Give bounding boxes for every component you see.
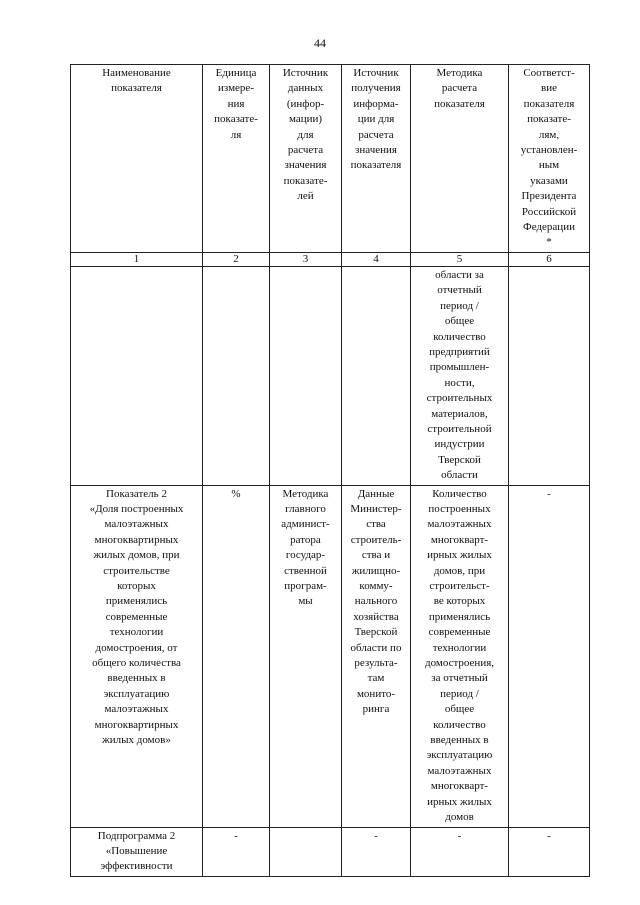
- table-row-continuation: [71, 266, 590, 485]
- header-unit: Единица измере- ния показате- ля: [203, 65, 270, 253]
- table-cell: [509, 266, 590, 485]
- table-cell: [270, 266, 342, 485]
- table-cell: Количество построенных малоэтажных многокварт- ирных жилых домов, при строительст- ве которых применялись современные технологии домостроения, за отчетный период / общее количество введенных в эксплуатацию малоэтажных многокварт- ирных жилых домов: [411, 485, 509, 827]
- table-row-indicator-2: [71, 485, 590, 827]
- header-indicator-name: Наименование показателя: [71, 65, 203, 253]
- table-cell: [270, 827, 342, 876]
- table-cell: [342, 266, 411, 485]
- column-number: 6: [509, 252, 590, 266]
- table-cell: Подпрограмма 2 «Повышение эффективности: [71, 827, 203, 876]
- page-number: 44: [314, 36, 326, 50]
- column-number: 4: [342, 252, 411, 266]
- header-presidential-decree-match: Соответст- вие показателя показате- лям, установлен- ным указами Президента Российской Федерации *: [509, 65, 590, 253]
- table-cell: области за отчетный период / общее количество предприятий промышлен- ности, строительных материалов, строительной индустрии Тверской области: [411, 266, 509, 485]
- table-cell: -: [509, 485, 590, 827]
- table-cell: Показатель 2 «Доля построенных малоэтажных многоквартирных жилых домов, при строительстве которых применялись современные технологии домостроения, от общего количества введенных в эксплуатацию малоэтажных многоквартирных жилых домов»: [71, 485, 203, 827]
- column-number: 2: [203, 252, 270, 266]
- header-calculation-method: Методика расчета показателя: [411, 65, 509, 253]
- table-cell: %: [203, 485, 270, 827]
- table-cell: Методика главного админист- ратора государ- ственной програм- мы: [270, 485, 342, 827]
- table-cell: Данные Министер- ства строитель- ства и жилищно- комму- нального хозяйства Тверской области по результа- там монито- ринга: [342, 485, 411, 827]
- column-number: 3: [270, 252, 342, 266]
- indicators-table: [70, 64, 590, 877]
- table-header-row: [71, 65, 590, 253]
- header-info-source: Источник получения информа- ции для расчета значения показателя: [342, 65, 411, 253]
- table-row-subprogram-2: [71, 827, 590, 876]
- column-numbers-row: [71, 252, 590, 266]
- table-cell: -: [203, 827, 270, 876]
- table-cell: [71, 266, 203, 485]
- table-cell: -: [411, 827, 509, 876]
- column-number: 5: [411, 252, 509, 266]
- table-cell: -: [342, 827, 411, 876]
- table-cell: [203, 266, 270, 485]
- column-number: 1: [71, 252, 203, 266]
- table-cell: -: [509, 827, 590, 876]
- header-data-source: Источник данных (инфор- мации) для расчета значения показате- лей: [270, 65, 342, 253]
